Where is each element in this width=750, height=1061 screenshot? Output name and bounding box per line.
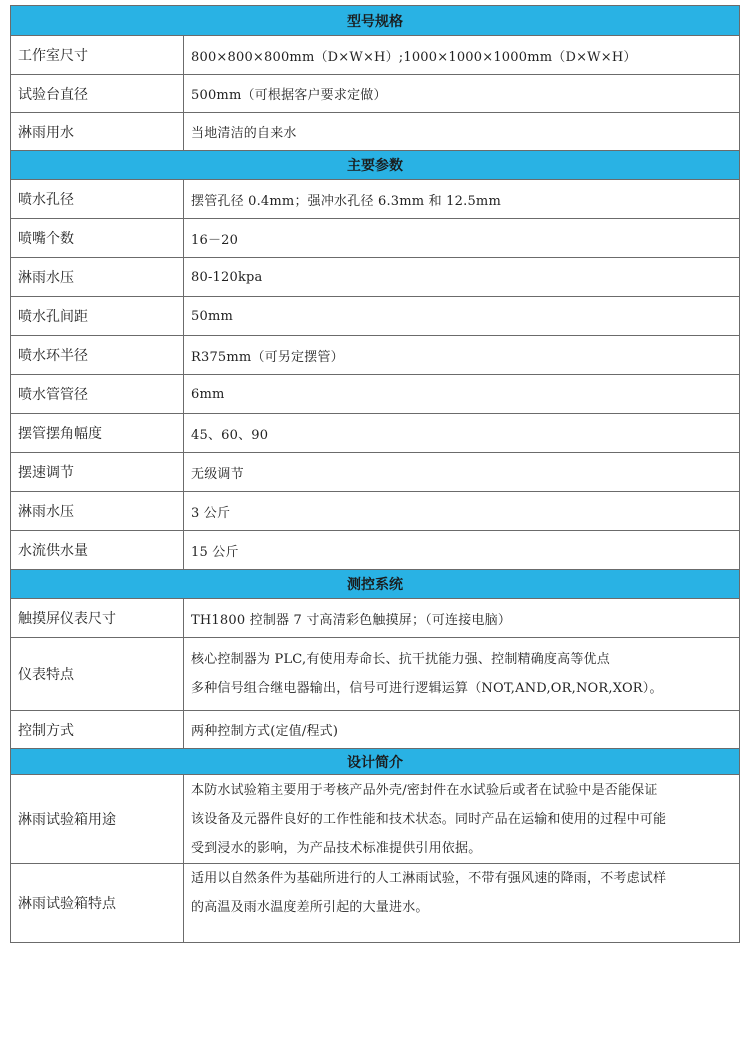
row-value: 45、60、90 [184,414,740,453]
row-value: 50mm [184,297,740,336]
table-row [11,36,740,75]
section-title: 主要参数 [11,151,740,180]
row-value: 6mm [184,375,740,414]
table-row [11,258,740,297]
value-line: 核心控制器为 PLC,有使用寿命长、抗干扰能力强、控制精确度高等优点 [191,652,610,667]
table-row [11,864,740,943]
row-value: 3 公斤 [184,492,740,531]
row-label: 喷水孔径 [11,180,184,219]
row-value: 800×800×800mm（D×W×H）;1000×1000×1000mm（D×W×H） [184,36,740,75]
section-title: 设计简介 [11,749,740,775]
value-line: 该设备及元器件良好的工作性能和技术状态。同时产品在运输和使用的过程中可能 [191,811,667,827]
table-row [11,711,740,749]
table-row [11,375,740,414]
value-line: 受到浸水的影响，为产品技术标准提供引用依据。 [191,840,482,856]
value-line: 适用以自然条件为基础所进行的人工淋雨试验，不带有强风速的降雨，不考虑试样 [191,871,667,886]
section-title: 测控系统 [11,570,740,599]
row-value: 摆管孔径 0.4mm；强冲水孔径 6.3mm 和 12.5mm [184,180,740,219]
row-label: 淋雨试验箱特点 [11,864,184,943]
row-label: 淋雨水压 [11,258,184,297]
row-label: 控制方式 [11,711,184,749]
value-line: 本防水试验箱主要用于考核产品外壳/密封件在水试验后或者在试验中是否能保证 [191,782,658,798]
section-title: 型号规格 [11,6,740,36]
table-row [11,297,740,336]
row-value: R375mm（可另定摆管） [184,336,740,375]
row-label: 喷水孔间距 [11,297,184,336]
row-value: TH1800 控制器 7 寸高清彩色触摸屏；（可连接电脑） [184,599,740,638]
table-row [11,219,740,258]
table-row [11,113,740,151]
row-label: 工作室尺寸 [11,36,184,75]
row-value: 15 公斤 [184,531,740,570]
table-row [11,414,740,453]
row-value: 500mm（可根据客户要求定做） [184,75,740,113]
row-value: 16－20 [184,219,740,258]
row-label: 触摸屏仪表尺寸 [11,599,184,638]
row-label: 摆管摆角幅度 [11,414,184,453]
table-row [11,492,740,531]
row-label: 淋雨水压 [11,492,184,531]
table-row [11,180,740,219]
row-value: 80-120kpa [184,258,740,297]
row-label: 淋雨用水 [11,113,184,151]
row-label: 喷嘴个数 [11,219,184,258]
table-row [11,75,740,113]
row-value [184,864,740,943]
spec-table [10,5,740,943]
section-header-control-system [11,570,740,599]
section-header-design-intro [11,749,740,775]
table-row [11,775,740,864]
row-label: 摆速调节 [11,453,184,492]
section-header-model-spec [11,6,740,36]
value-line: 多种信号组合继电器输出，信号可进行逻辑运算（NOT,AND,OR,NOR,XOR）。 [191,681,663,696]
row-label: 试验台直径 [11,75,184,113]
table-row [11,531,740,570]
row-label: 仪表特点 [11,638,184,711]
row-value [184,638,740,711]
section-header-main-params [11,151,740,180]
row-value [184,775,740,864]
row-label: 水流供水量 [11,531,184,570]
row-label: 喷水环半径 [11,336,184,375]
row-value: 两种控制方式(定值/程式) [184,711,740,749]
table-row [11,599,740,638]
table-row [11,638,740,711]
table-row [11,453,740,492]
row-label: 淋雨试验箱用途 [11,775,184,864]
row-value: 无级调节 [184,453,740,492]
table-row [11,336,740,375]
row-label: 喷水管管径 [11,375,184,414]
row-value: 当地清洁的自来水 [184,113,740,151]
value-line: 的高温及雨水温度差所引起的大量进水。 [191,900,429,915]
